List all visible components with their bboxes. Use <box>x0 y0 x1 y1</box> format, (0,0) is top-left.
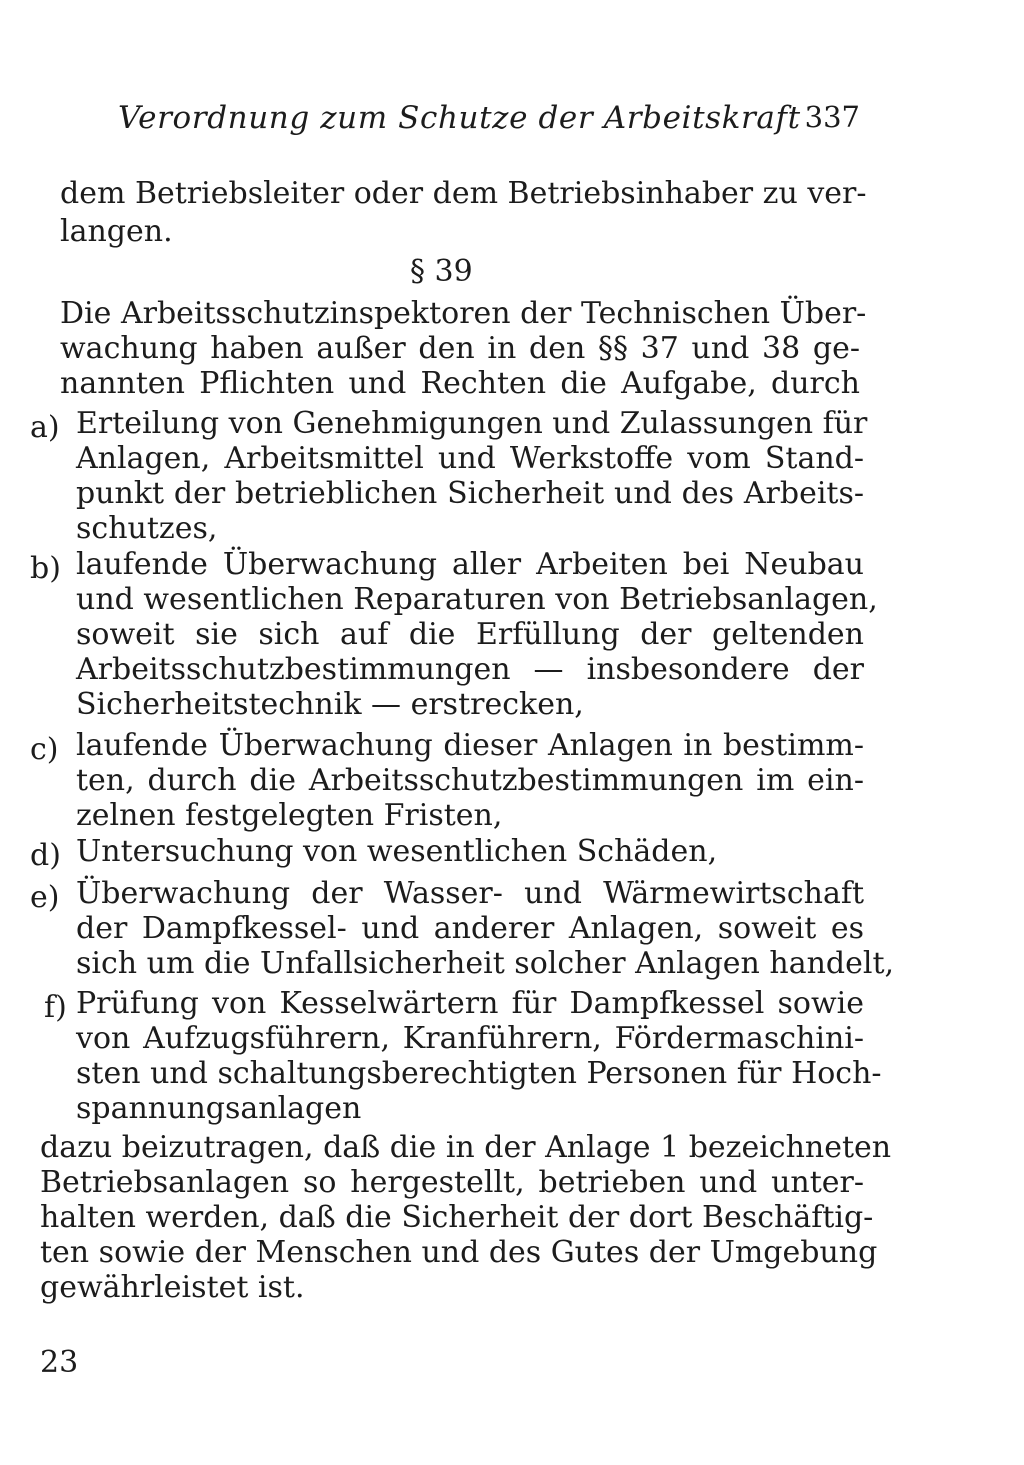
list-item-a-line: schutzes, <box>76 511 218 546</box>
list-item-label-c: c) <box>30 732 59 767</box>
closing-line: halten werden, daß die Sicherheit der dort Beschäftig- <box>40 1200 874 1235</box>
list-item-c-line: ten, durch die Arbeitsschutzbestimmungen im ein- <box>76 763 864 798</box>
list-item-label-b: b) <box>30 551 61 586</box>
closing-line: gewährleistet ist. <box>40 1270 305 1305</box>
intro-line: dem Betriebsleiter oder dem Betriebsinhaber zu ver- <box>60 176 867 211</box>
list-item-label-f: f) <box>44 990 67 1025</box>
list-item-b-line: Arbeitsschutzbestimmungen — insbesondere der <box>76 652 864 687</box>
list-item-c-line: zelnen festgelegten Fristen, <box>76 798 503 833</box>
closing-line: Betriebsanlagen so hergestellt, betrieben und unter- <box>40 1165 864 1200</box>
list-item-a-line: Erteilung von Genehmigungen und Zulassungen für <box>76 406 868 441</box>
section-heading: § 39 <box>410 254 473 289</box>
list-item-c-line: laufende Überwachung dieser Anlagen in bestimm- <box>76 728 864 763</box>
list-item-e-line: der Dampfkessel- und anderer Anlagen, soweit es <box>76 911 864 946</box>
list-item-d-line: Untersuchung von wesentlichen Schäden, <box>76 834 718 869</box>
closing-line: ten sowie der Menschen und des Gutes der Umgebung <box>40 1235 878 1270</box>
page-number: 337 <box>804 100 860 134</box>
list-item-b-line: laufende Überwachung aller Arbeiten bei Neubau <box>76 547 864 582</box>
list-item-e-line: Überwachung der Wasser- und Wärmewirtschaft <box>76 876 864 911</box>
list-item-f-line: Prüfung von Kesselwärtern für Dampfkessel sowie <box>76 986 864 1021</box>
list-item-b-line: und wesentlichen Reparaturen von Betriebsanlagen, <box>76 582 878 617</box>
intro-line: langen. <box>60 214 173 249</box>
running-header-title: Verordnung zum Schutze der Arbeitskraft <box>118 100 801 136</box>
list-item-f-line: sten und schaltungsberechtigten Personen für Hoch- <box>76 1056 882 1091</box>
closing-line: dazu beizutragen, daß die in der Anlage 1 bezeichneten <box>40 1130 892 1165</box>
list-item-b-line: soweit sie sich auf die Erfüllung der geltenden <box>76 617 864 652</box>
section-lead-line: Die Arbeitsschutzinspektoren der Technischen Über- <box>60 296 867 331</box>
list-item-label-d: d) <box>30 838 61 873</box>
list-item-f-line: spannungsanlagen <box>76 1091 362 1126</box>
list-item-b-line: Sicherheitstechnik — erstrecken, <box>76 687 584 722</box>
section-lead-line: wachung haben außer den in den §§ 37 und 38 ge- <box>60 331 860 366</box>
list-item-label-a: a) <box>30 410 60 445</box>
section-lead-line: nannten Pflichten und Rechten die Aufgabe, durch <box>60 366 860 401</box>
list-item-label-e: e) <box>30 880 60 915</box>
list-item-a-line: Anlagen, Arbeitsmittel und Werkstoffe vom Stand- <box>76 441 864 476</box>
list-item-f-line: von Aufzugsführern, Kranführern, Fördermaschini- <box>76 1021 864 1056</box>
list-item-e-line: sich um die Unfallsicherheit solcher Anlagen handelt, <box>76 946 895 981</box>
list-item-a-line: punkt der betrieblichen Sicherheit und des Arbeits- <box>76 476 864 511</box>
running-header <box>118 100 860 140</box>
printer-signature-mark: 23 <box>40 1345 79 1380</box>
